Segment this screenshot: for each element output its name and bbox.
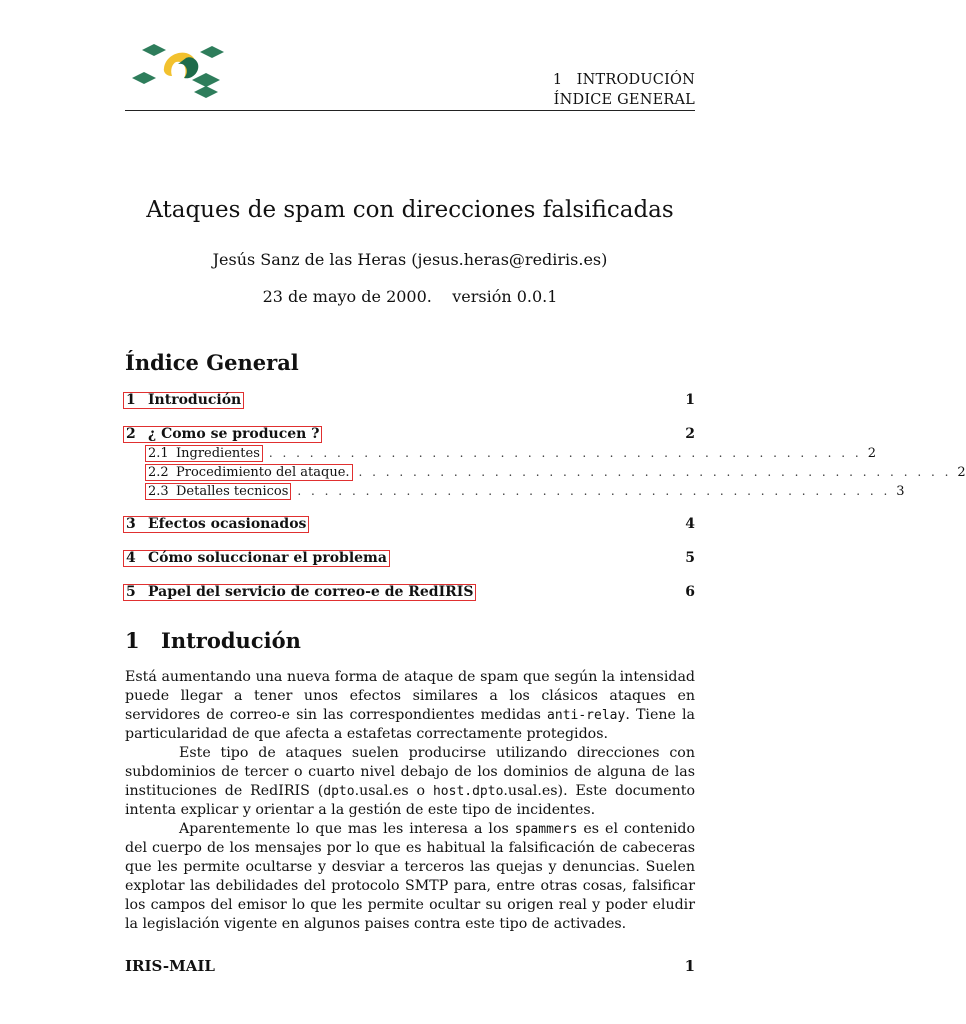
date-version-line: 23 de mayo de 2000. versión 0.0.1: [262, 287, 558, 306]
logo-diamond-left: [132, 72, 156, 84]
paragraph-3: [125, 820, 695, 934]
toc-heading: Índice General: [125, 350, 299, 375]
section-number: 1: [125, 628, 140, 653]
toc-number: 2.3: [148, 483, 169, 499]
logo-diamond-bottom: [194, 86, 218, 98]
toc-label: Cómo soluccionar el problema: [148, 549, 387, 566]
toc-page: 2: [867, 445, 877, 461]
code-term: host.dpto: [432, 784, 504, 799]
toc-label: Ingredientes: [176, 445, 260, 461]
toc-page: 2: [957, 464, 966, 480]
toc-number: 1: [126, 391, 136, 408]
toc-leader-dots: . . . . . . . . . . . . . . . . . . . . . . . . . . . . . . . . . . . . . . . . . . . .: [297, 484, 891, 498]
logo-diamond-right: [192, 73, 220, 87]
toc-entry-3[interactable]: [125, 514, 695, 534]
toc-link[interactable]: [145, 445, 263, 462]
code-term: spammers: [514, 822, 578, 837]
toc-entry-5[interactable]: [125, 582, 695, 602]
section-title: Introdución: [161, 628, 301, 653]
toc-entry-1[interactable]: [125, 390, 695, 410]
toc-number: 2.2: [148, 464, 169, 480]
footer-title: IRIS-MAIL: [125, 957, 215, 975]
running-head-line2: ÍNDICE GENERAL: [553, 92, 695, 108]
text-run: .usal.es o: [354, 783, 433, 799]
footer-page-number: 1: [684, 957, 695, 975]
toc-page: 3: [896, 483, 905, 499]
toc-page: 2: [685, 426, 695, 442]
text-run: Este tipo de ataques suelen producirse utilizando direcciones con subdominios de tercer o cuarto nivel debajo de los dominios de alguna de las instituciones de RedIRIS (: [125, 745, 695, 799]
text-run: .usal.es). Este documento intenta explicar y orientar a la gestión de este tipo de incidentes.: [125, 783, 695, 818]
toc-entry-2-1[interactable]: [125, 443, 877, 463]
toc-label: Papel del servicio de correo-e de RedIRIS: [148, 583, 474, 600]
logo-diamond-top-left: [142, 44, 166, 56]
toc-link[interactable]: [145, 483, 291, 500]
toc-page: 4: [685, 516, 695, 532]
text-run: es el contenido del cuerpo de los mensajes por lo que es habitual la falsificación de cabeceras que les permite ocultarse y desviar a terceros las quejas y denuncias. Suelen explotar las debilidades del protocolo SMTP para, entre otras cosas, falsificar los campos del emisor lo que les permite ocultar su origen real y poder eludir la legislación vigente en algunos paises contra este tipo de activades.: [125, 821, 695, 932]
author-line: Jesús Sanz de las Heras (jesus.heras@rediris.es): [212, 250, 608, 269]
toc-page: 5: [685, 550, 695, 566]
toc-number: 2: [126, 425, 136, 442]
toc-entry-2[interactable]: [125, 424, 695, 444]
toc-entry-2-3[interactable]: [125, 481, 905, 501]
running-head: [553, 70, 695, 110]
section-heading: [125, 628, 301, 653]
toc-link[interactable]: [123, 516, 309, 533]
text-run: . Tiene la particularidad de que afecta a estafetas correctamente protegidos.: [125, 707, 695, 742]
toc-number: 2.1: [148, 445, 169, 461]
paragraph-2: [125, 744, 695, 820]
toc-label: Detalles tecnicos: [176, 483, 289, 499]
rediris-logo: [128, 42, 228, 100]
body-text: [125, 668, 695, 934]
toc-page: 6: [685, 584, 695, 600]
logo-diamond-top-right: [200, 46, 224, 58]
toc-label: ¿ Como se producen ?: [148, 425, 320, 442]
toc-link[interactable]: [123, 426, 322, 443]
code-term: anti-relay: [547, 708, 626, 723]
header-rule: [125, 110, 695, 111]
toc-link[interactable]: [123, 584, 476, 601]
toc-entry-4[interactable]: [125, 548, 695, 568]
toc-entry-2-2[interactable]: [125, 462, 966, 482]
document-title: Ataques de spam con direcciones falsificadas: [146, 197, 674, 223]
toc-number: 5: [126, 583, 136, 600]
toc-number: 3: [126, 515, 136, 532]
toc-link[interactable]: [123, 392, 244, 409]
toc-page: 1: [685, 392, 695, 408]
code-term: dpto: [323, 784, 355, 799]
toc-label: Efectos ocasionados: [148, 515, 307, 532]
toc-leader-dots: . . . . . . . . . . . . . . . . . . . . . . . . . . . . . . . . . . . . . . . . . . . .: [268, 446, 862, 460]
toc-label: Introdución: [148, 391, 242, 408]
text-run: Aparentemente lo que mas les interesa a los: [179, 821, 515, 837]
toc-link[interactable]: [145, 464, 353, 481]
toc-label: Procedimiento del ataque.: [176, 464, 350, 480]
text-run: Está aumentando una nueva forma de ataque de spam que según la intensidad puede llegar a tener unos efectos similares a los clásicos ataques en servidores de correo-e sin las correspondientes medidas: [125, 669, 695, 723]
paragraph-1: [125, 668, 695, 744]
toc-link[interactable]: [123, 550, 390, 567]
toc-leader-dots: . . . . . . . . . . . . . . . . . . . . . . . . . . . . . . . . . . . . . . . . . . . .: [358, 465, 952, 479]
running-head-line1: 1 INTRODUCIÓN: [552, 72, 695, 88]
toc-number: 4: [126, 549, 136, 566]
